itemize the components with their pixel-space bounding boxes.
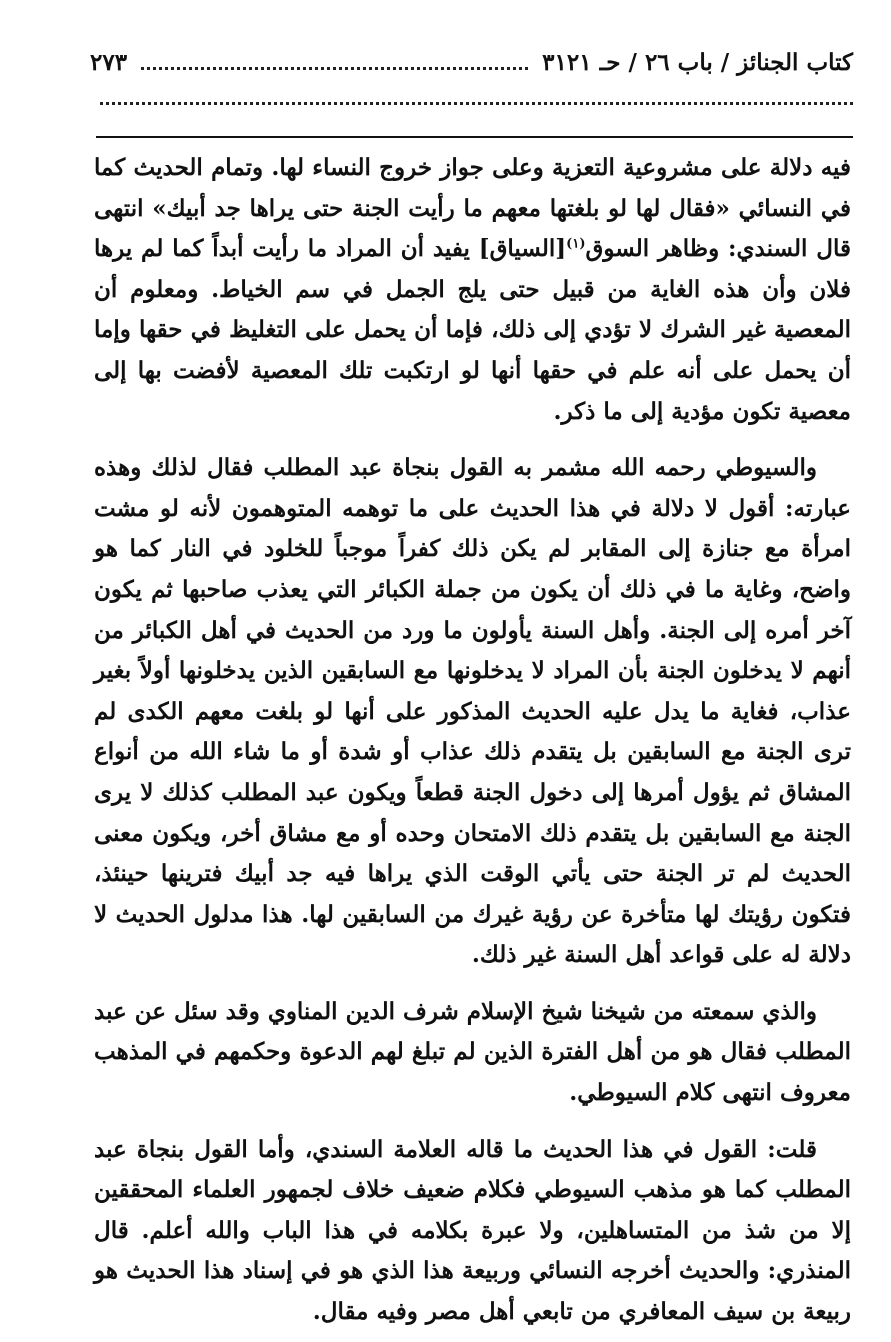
- footnote-marker: (١): [566, 236, 586, 252]
- paragraph-1: [94, 148, 851, 432]
- paragraph-1-part-a: فيه دلالة على مشروعية التعزية وعلى جواز خروج النساء لها. وتمام الحديث كما في النسائي «فقال لها لو بلغتها معهم ما رأيت الجنة حتى يراها جد أبيك» انتهى قال السندي: وظاهر السوق: [94, 154, 851, 263]
- running-header: [90, 44, 853, 80]
- header-rule: [96, 136, 853, 138]
- paragraph-1-part-b: [السياق] يفيد أن المراد ما رأيت أبداً كما لم يرها فلان وأن هذه الغاية من قبيل حتى يلج الجمل في سم الخياط. ومعلوم أن المعصية غير الشرك لا تؤدي إلى ذلك، فإما أن يحمل على التغليظ في حقها وإما أن يحمل على أنه علم في حقها أنها لو ارتكبت تلك المعصية لأفضت بها إلى معصية تكون مؤدية إلى ما ذكر.: [94, 235, 851, 425]
- paragraph-4: قلت: القول في هذا الحديث ما قاله العلامة السندي، وأما القول بنجاة عبد المطلب كما هو مذهب السيوطي فكلام ضعيف خلاف لجمهور العلماء المحققين إلا من شذ من المتساهلين، ولا عبرة بكلامه في هذا الباب والله أعلم. قال المنذري: والحديث أخرجه النسائي وربيعة هذا الذي هو في إسناد هذا الحديث هو ربيعة بن سيف المعافري من تابعي أهل مصر وفيه مقال.: [94, 1135, 851, 1326]
- header-dot-leader: [141, 67, 528, 70]
- body-text: [94, 148, 851, 1333]
- header-title: كتاب الجنائز / باب ٢٦ / حـ ٣١٢١: [542, 48, 853, 76]
- paragraph-2: والسيوطي رحمه الله مشمر به القول بنجاة عبد المطلب فقال لذلك وهذه عبارته: أقول لا دلالة في هذا الحديث على ما توهمه المتوهمون لأنه لو مشت امرأة مع جنازة إلى المقابر لم يكن ذلك كفراً موجباً للخلود في النار كما هو واضح، وغاية ما في ذلك أن يكون من جملة الكبائر التي يعذب صاحبها ثم يكون آخر أمره إلى الجنة. وأهل السنة يأولون ما ورد من الحديث في أهل الكبائر من أنهم لا يدخلون الجنة بأن المراد لا يدخلونها مع السابقين الذين يدخلونها أولاً بغير عذاب، فغاية ما يدل عليه الحديث المذكور على أنها لو بلغت معهم الكدى لم ترى الجنة مع السابقين بل يتقدم ذلك عذاب أو شدة أو ما شاء الله من أنواع المشاق ثم يؤول أمرها إلى دخول الجنة قطعاً ويكون عبد المطلب كذلك لا يرى الجنة مع السابقين بل يتقدم ذلك الامتحان وحده أو مع مشاق أخر، ويكون معنى الحديث لم تر الجنة حتى يأتي الوقت الذي يراها فيه جد أبيك فترينها حينئذ، فتكون رؤيتك لها متأخرة عن رؤية غيرك من السابقين لها. هذا مدلول الحديث لا دلالة له على قواعد أهل السنة غير ذلك.: [94, 454, 851, 969]
- page-number: ٢٧٣: [90, 48, 128, 76]
- dotted-separator: [100, 102, 853, 105]
- paragraph-3: والذي سمعته من شيخنا شيخ الإسلام شرف الدين المناوي وقد سئل عن عبد المطلب فقال هو من أهل الفترة الذين لم تبلغ لهم الدعوة وحكمهم في المذهب معروف انتهى كلام السيوطي.: [94, 997, 851, 1107]
